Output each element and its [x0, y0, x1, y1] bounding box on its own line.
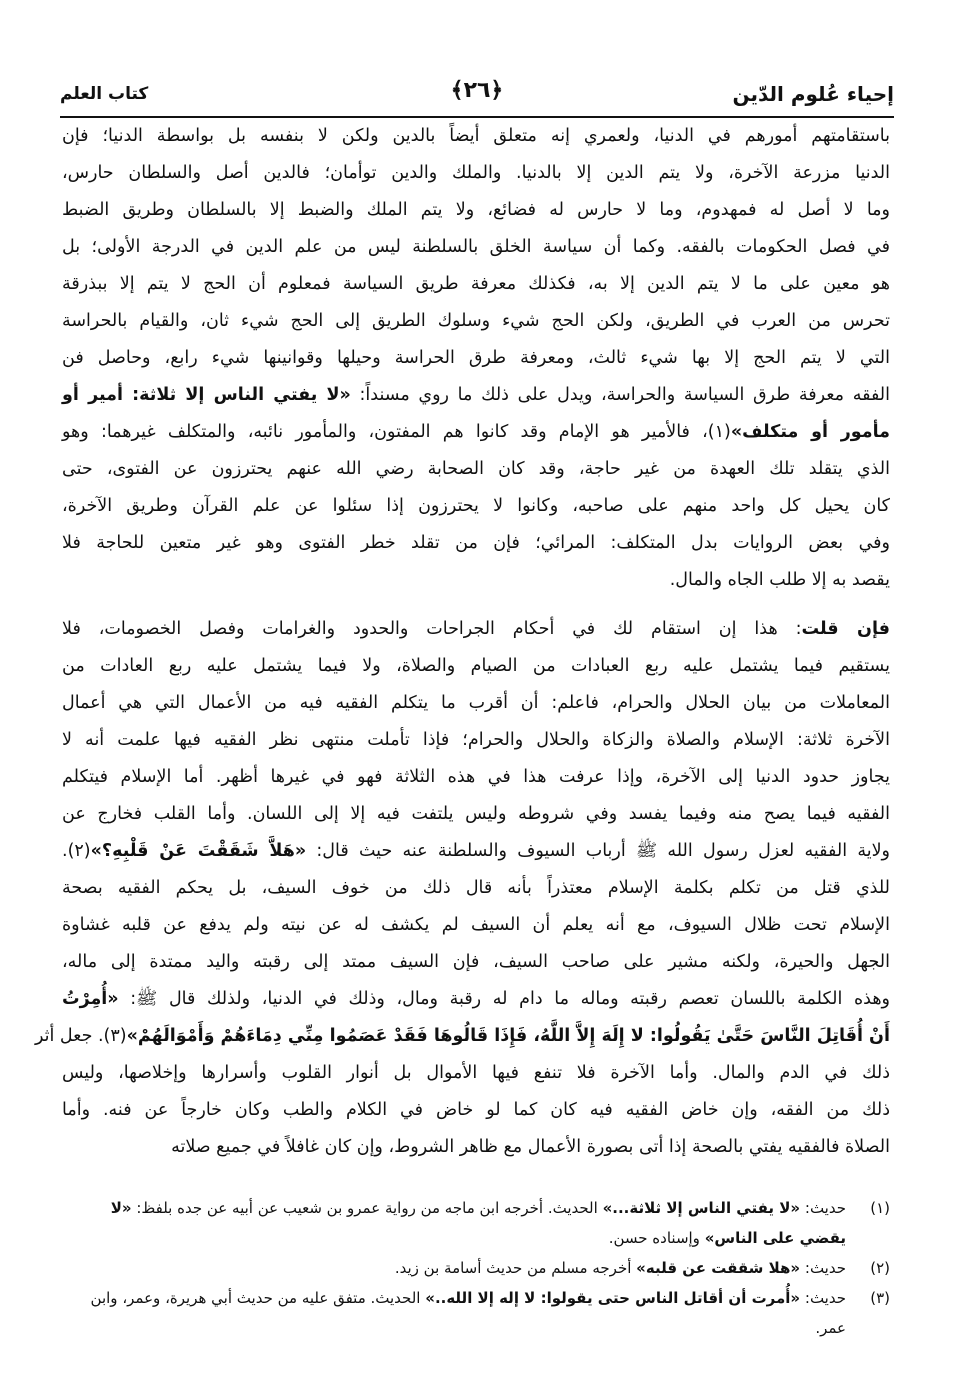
bold-quote: مأمور أو متكلف» [730, 422, 891, 442]
text-line [62, 944, 890, 981]
paragraph [34, 611, 891, 1166]
text-run: ولاية الفقيه لعزل رسول الله ﷺ أرباب السيوف والسلطنة عنه حيث قال: [306, 841, 891, 861]
text-line [62, 155, 890, 192]
footnote-number: (٣) [870, 1289, 890, 1307]
text-line [62, 648, 890, 685]
text-run: حديث: [800, 1199, 846, 1217]
text-line [62, 796, 890, 833]
text-run: (٢). [62, 841, 91, 861]
text-run: ذلك في الدم والمال. وأما الآخرة فلا تنفع فيها الأموال بل أنوار القلوب وأسرارها وإخلاصها، وليس [62, 1063, 890, 1083]
text-run: الآخرة ثلاثة: الإسلام والصلاة والزكاة والحلال والحرام؛ فإذا تأملت منتهى نظر الفقيه فيها علمت أنه لا [62, 730, 890, 750]
text-run: التي لا يتم الحج إلا بها شيء ثالث، ومعرفة طرق الحراسة وحيلها وقوانينها شيء رابع، وحاصل فن [62, 348, 890, 368]
text-run: ذلك من الفقه، وإن خاض الفقيه فيه كان كما لو خاض في الكلام والطب وكان خارجاً عن فنه. وأما [62, 1100, 890, 1120]
section-title: كتاب العلم [60, 84, 149, 104]
text-run: يستقيم فيما يشتمل عليه ربع العبادات من الصيام والصلاة، ولا فيما يشتمل عليه ربع العادات من [62, 656, 890, 676]
text-run: للذي قتل من تكلم بكلمة الإسلام معتذراً بأنه قال ذلك من خوف السيف، بل يحكم الفقيه بصحة [62, 878, 890, 898]
page-number: ﴿٢٦﴾ [450, 78, 504, 103]
text-run: الحديث. متفق عليه من حديث أبي هريرة، وعمر، وابن عمر. [90, 1289, 846, 1337]
page-header [60, 78, 894, 114]
text-run: الفقيه فيما يصح منه وفيما يفسد وفي شروطه وليس يلتفت فيه إلا إلى اللسان. وأما القلب فخارج عن [62, 804, 890, 824]
footnote-number: (١) [870, 1199, 890, 1217]
text-line [62, 229, 890, 266]
text-run: (١)، فالأمير هو الإمام وقد كانوا هم المفتون، والمأمور نائبه، والمتكلف غيرهما: وهو [62, 422, 731, 442]
text-run: كان يحيل كل واحد منهم على صاحبه، وكانوا لا يحترزون إذا سئلوا عن علم القرآن وطريق الآخرة، [62, 496, 890, 516]
text-run: المعاملات من بيان الحلال والحرام، فاعلم: أن أقرب ما يتكلم الفقيه فيه من الأعمال التي هي أعمال [62, 693, 890, 713]
paragraph [62, 118, 890, 599]
text-line [62, 525, 890, 562]
bold-quote: «لا يفتي الناس إلا ثلاثة...» [602, 1199, 801, 1217]
text-line [62, 759, 890, 796]
text-run: (٣). جعل أثر [34, 1026, 127, 1046]
book-title: إحياء عُلوم الدّين [732, 82, 894, 106]
text-run: الإسلام تحت ظلال السيوف، مع أنه يعلم أن السيف لم يكشف له عن نيته ولم يدفع عن قلبه غشاوة [62, 915, 890, 935]
text-run: حديث: [800, 1289, 846, 1307]
text-line [34, 1018, 890, 1055]
text-run: الفقه معرفة طرق السياسة والحراسة، ويدل على ذلك ما روي مسنداً: [350, 385, 890, 405]
text-run: يجاوز حدود الدنيا إلى الآخرة، وإذا عرفت هذا في هذه الثلاثة فهو في غيرها أظهر. أما الإسلام فيتكلم [62, 767, 890, 787]
text-run: حديث: [800, 1259, 846, 1277]
text-run: الحديث. أخرجه ابن ماجه من رواية عمرو بن شعيب عن أبيه عن جده بلفظ: [131, 1199, 603, 1217]
bold-quote: أَنْ أُقَاتِلَ النَّاسَ حَتَّىٰ يَقُولُوا: لا إِلَهَ إِلاَّ اللَّهُ، فَإِذَا قَالُوهَا فَقَدْ عَصَمُوا مِنِّي دِمَاءَهُمْ وَأَمْوَالَهُمْ» [126, 1026, 890, 1046]
text-run: وإسناده حسن. [608, 1229, 705, 1247]
footnote-text [62, 1283, 846, 1343]
footnote [62, 1193, 890, 1253]
text-run: : هذا إن استقام لك في أحكام الجراحات والحدود والغرامات وفصل الخصومات، فلا [62, 619, 802, 639]
bold-quote: «هَلاَّ شَقَقْتَ عَنْ قَلْبِهِ؟» [90, 841, 307, 861]
text-run: في فصل الحكومات بالفقه. وكما أن سياسة الخلق بالسلطنة ليس من علم الدين في الدرجة الأولى؛ بل [62, 237, 890, 257]
text-line [62, 1055, 890, 1092]
text-line [62, 981, 890, 1018]
text-run: الصلاة فالفقيه يفتي بالصحة إذا أتى بصورة الأعمال مع ظاهر الشروط، وإن كان غافلاً في جميع صلاته [171, 1137, 890, 1157]
footnotes [62, 1193, 890, 1343]
text-run: هو معين على ما لا يتم الدين إلا به، فكذلك معرفة طريق السياسة فمعلوم أن الحج لا يتم إلا ببذرقة [62, 274, 890, 294]
main-text [34, 118, 891, 1166]
text-line [62, 685, 890, 722]
bold-quote: «أُمِرْتُ [62, 989, 119, 1009]
text-line [62, 611, 890, 648]
footnote [62, 1253, 890, 1283]
text-line [62, 488, 890, 525]
text-line [62, 870, 890, 907]
text-line [62, 562, 890, 599]
text-line [62, 907, 890, 944]
text-line [62, 1129, 890, 1166]
text-run: وما لا أصل له فمهدوم، وما لا حارس له فضائع، ولا يتم الملك والضبط إلا بالسلطان وطريق الضبط [62, 200, 890, 220]
text-run: وفي بعض الروايات بدل المتكلف: المرائي؛ فإن من تقلد خطر الفتوى وهو غير متعين للحاجة فلا [62, 533, 890, 553]
text-line [62, 1092, 890, 1129]
text-run: أخرجه مسلم من حديث أسامة بن زيد. [394, 1259, 637, 1277]
text-run: الدنيا مزرعة الآخرة، ولا يتم الدين إلا بالدنيا. والملك والدين توأمان؛ فالدين أصل والسلطان حارس، [62, 163, 890, 183]
footnote-text [62, 1253, 846, 1283]
text-line [62, 451, 890, 488]
bold-quote: «أُمرت أن أقاتل الناس حتى يقولوا: لا إله إلا الله..» [425, 1289, 801, 1307]
text-line [62, 192, 890, 229]
bold-quote: «لا يقضي على الناس» [110, 1199, 846, 1247]
bold-quote: «هلا شققت عن قلبه» [636, 1259, 801, 1277]
text-run: الجهل والحيرة، ولكنه مشير على صاحب السيف، فإن السيف ممتد إلى رقبته واليد ممتدة إلى ماله، [62, 952, 890, 972]
text-run: باستقامتهم أمورهم في الدنيا، ولعمري إنه متعلق أيضاً بالدين ولكن لا بنفسه بل بواسطة الدنيا؛ فإن [62, 126, 890, 146]
text-line [62, 266, 890, 303]
footnote-text [62, 1193, 846, 1253]
text-line [62, 833, 890, 870]
text-line [62, 118, 890, 155]
text-run: وهذه الكلمة باللسان تعصم رقبته وماله ما دام له رقبة ومال، وذلك في الدنيا، ولذلك قال ﷺ: [118, 989, 890, 1009]
text-line [62, 377, 890, 414]
footnote-number: (٢) [870, 1259, 890, 1277]
text-line [62, 722, 890, 759]
text-line [62, 303, 890, 340]
text-line [62, 340, 890, 377]
text-run: يقصد به إلا طلب الجاه والمال. [669, 570, 890, 590]
text-run: تحرس من العرب في الطريق، ولكن الحج شيء وسلوك الطريق إلى الحج شيء ثان، والقيام بالحراسة [62, 311, 890, 331]
footnote [62, 1283, 890, 1343]
text-run: الذي يتقلد تلك العهدة من غير حاجة، وقد كان الصحابة رضي الله عنهم يحترزون عن الفتوى، حتى [62, 459, 890, 479]
bold-quote: «لا يفتي الناس إلا ثلاثة: أمير أو [62, 385, 351, 405]
bold-quote: فإن قلت [801, 619, 890, 639]
text-line [62, 414, 890, 451]
